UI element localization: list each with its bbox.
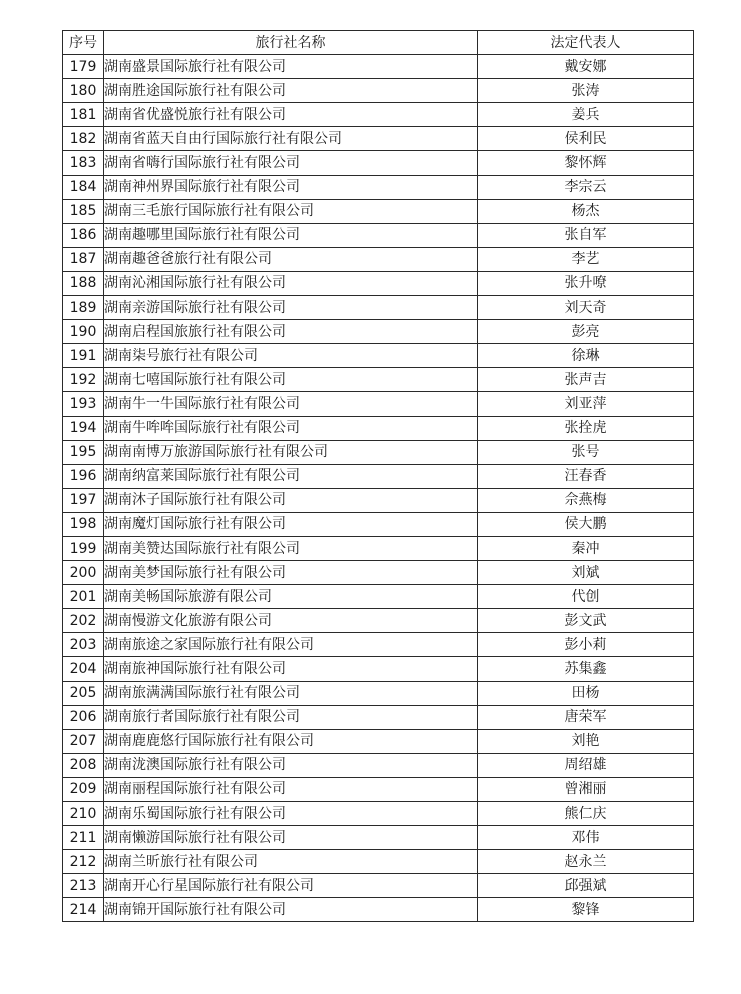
table-row	[63, 705, 694, 729]
table-body	[63, 55, 694, 922]
row-serial-number: 185	[63, 199, 104, 223]
row-legal-representative: 刘亚萍	[478, 392, 694, 416]
table-row	[63, 320, 694, 344]
row-legal-representative: 佘燕梅	[478, 488, 694, 512]
table-row	[63, 79, 694, 103]
table-row	[63, 802, 694, 826]
row-legal-representative: 秦冲	[478, 536, 694, 560]
row-serial-number: 182	[63, 127, 104, 151]
row-serial-number: 198	[63, 512, 104, 536]
row-agency-name: 湖南牛哞哞国际旅行社有限公司	[104, 416, 478, 440]
row-serial-number: 205	[63, 681, 104, 705]
row-agency-name: 湖南开心行星国际旅行社有限公司	[104, 874, 478, 898]
table-row	[63, 199, 694, 223]
row-serial-number: 200	[63, 561, 104, 585]
table-row	[63, 681, 694, 705]
row-serial-number: 195	[63, 440, 104, 464]
row-legal-representative: 周绍雄	[478, 753, 694, 777]
row-agency-name: 湖南懒游国际旅行社有限公司	[104, 826, 478, 850]
row-serial-number: 189	[63, 296, 104, 320]
row-serial-number: 204	[63, 657, 104, 681]
row-agency-name: 湖南旅途之家国际旅行社有限公司	[104, 633, 478, 657]
row-agency-name: 湖南兰昕旅行社有限公司	[104, 850, 478, 874]
table-row	[63, 512, 694, 536]
table-row	[63, 247, 694, 271]
table-row	[63, 657, 694, 681]
row-legal-representative: 熊仁庆	[478, 802, 694, 826]
row-legal-representative: 曾湘丽	[478, 777, 694, 801]
table-row	[63, 440, 694, 464]
row-agency-name: 湖南亲游国际旅行社有限公司	[104, 296, 478, 320]
row-serial-number: 191	[63, 344, 104, 368]
table-header	[63, 31, 694, 55]
row-agency-name: 湖南纳富莱国际旅行社有限公司	[104, 464, 478, 488]
table-row	[63, 850, 694, 874]
row-serial-number: 181	[63, 103, 104, 127]
table-row	[63, 826, 694, 850]
row-serial-number: 184	[63, 175, 104, 199]
table-row	[63, 729, 694, 753]
table-row	[63, 464, 694, 488]
row-agency-name: 湖南沁湘国际旅行社有限公司	[104, 271, 478, 295]
row-serial-number: 212	[63, 850, 104, 874]
row-legal-representative: 张升嘹	[478, 271, 694, 295]
row-legal-representative: 刘斌	[478, 561, 694, 585]
table-row	[63, 488, 694, 512]
row-agency-name: 湖南趣哪里国际旅行社有限公司	[104, 223, 478, 247]
row-agency-name: 湖南省蓝天自由行国际旅行社有限公司	[104, 127, 478, 151]
row-serial-number: 203	[63, 633, 104, 657]
row-serial-number: 202	[63, 609, 104, 633]
table-row	[63, 416, 694, 440]
row-serial-number: 186	[63, 223, 104, 247]
row-serial-number: 197	[63, 488, 104, 512]
row-serial-number: 210	[63, 802, 104, 826]
table-row	[63, 633, 694, 657]
table-row	[63, 368, 694, 392]
row-legal-representative: 黎怀辉	[478, 151, 694, 175]
row-legal-representative: 汪春香	[478, 464, 694, 488]
travel-agency-table	[62, 30, 694, 922]
row-serial-number: 193	[63, 392, 104, 416]
row-agency-name: 湖南乐蜀国际旅行社有限公司	[104, 802, 478, 826]
table-row	[63, 874, 694, 898]
row-serial-number: 207	[63, 729, 104, 753]
row-legal-representative: 邓伟	[478, 826, 694, 850]
table-row	[63, 898, 694, 922]
row-serial-number: 201	[63, 585, 104, 609]
row-agency-name: 湖南南博万旅游国际旅行社有限公司	[104, 440, 478, 464]
row-agency-name: 湖南旅神国际旅行社有限公司	[104, 657, 478, 681]
row-agency-name: 湖南三毛旅行国际旅行社有限公司	[104, 199, 478, 223]
row-legal-representative: 张拴虎	[478, 416, 694, 440]
row-agency-name: 湖南省优盛悦旅行社有限公司	[104, 103, 478, 127]
row-serial-number: 179	[63, 55, 104, 79]
row-legal-representative: 彭文武	[478, 609, 694, 633]
row-agency-name: 湖南趣爸爸旅行社有限公司	[104, 247, 478, 271]
row-serial-number: 194	[63, 416, 104, 440]
table-row	[63, 777, 694, 801]
row-agency-name: 湖南美梦国际旅行社有限公司	[104, 561, 478, 585]
table-row	[63, 296, 694, 320]
row-serial-number: 187	[63, 247, 104, 271]
table-row	[63, 609, 694, 633]
row-legal-representative: 张声吉	[478, 368, 694, 392]
table-row	[63, 271, 694, 295]
row-serial-number: 208	[63, 753, 104, 777]
row-agency-name: 湖南鹿鹿悠行国际旅行社有限公司	[104, 729, 478, 753]
row-legal-representative: 田杨	[478, 681, 694, 705]
row-agency-name: 湖南启程国旅旅行社有限公司	[104, 320, 478, 344]
table-row	[63, 103, 694, 127]
table-row	[63, 55, 694, 79]
header-serial-number: 序号	[63, 31, 104, 55]
row-agency-name: 湖南七嘻国际旅行社有限公司	[104, 368, 478, 392]
row-legal-representative: 苏集鑫	[478, 657, 694, 681]
row-legal-representative: 侯大鹏	[478, 512, 694, 536]
row-legal-representative: 刘艳	[478, 729, 694, 753]
row-agency-name: 湖南美赞达国际旅行社有限公司	[104, 536, 478, 560]
header-row	[63, 31, 694, 55]
row-agency-name: 湖南省嗨行国际旅行社有限公司	[104, 151, 478, 175]
row-serial-number: 190	[63, 320, 104, 344]
table-row	[63, 561, 694, 585]
row-agency-name: 湖南沐子国际旅行社有限公司	[104, 488, 478, 512]
row-agency-name: 湖南魔灯国际旅行社有限公司	[104, 512, 478, 536]
row-legal-representative: 邱强斌	[478, 874, 694, 898]
row-serial-number: 206	[63, 705, 104, 729]
row-agency-name: 湖南旅行者国际旅行社有限公司	[104, 705, 478, 729]
row-legal-representative: 唐荣军	[478, 705, 694, 729]
row-legal-representative: 李艺	[478, 247, 694, 271]
table-row	[63, 344, 694, 368]
table-row	[63, 585, 694, 609]
row-serial-number: 213	[63, 874, 104, 898]
table-row	[63, 536, 694, 560]
row-agency-name: 湖南盛景国际旅行社有限公司	[104, 55, 478, 79]
row-agency-name: 湖南柒号旅行社有限公司	[104, 344, 478, 368]
row-serial-number: 192	[63, 368, 104, 392]
row-serial-number: 209	[63, 777, 104, 801]
table-row	[63, 392, 694, 416]
row-agency-name: 湖南美畅国际旅游有限公司	[104, 585, 478, 609]
header-agency-name: 旅行社名称	[104, 31, 478, 55]
row-serial-number: 180	[63, 79, 104, 103]
row-legal-representative: 戴安娜	[478, 55, 694, 79]
row-legal-representative: 张涛	[478, 79, 694, 103]
row-agency-name: 湖南慢游文化旅游有限公司	[104, 609, 478, 633]
row-serial-number: 211	[63, 826, 104, 850]
row-legal-representative: 李宗云	[478, 175, 694, 199]
row-legal-representative: 赵永兰	[478, 850, 694, 874]
table-row	[63, 175, 694, 199]
row-serial-number: 214	[63, 898, 104, 922]
row-agency-name: 湖南神州界国际旅行社有限公司	[104, 175, 478, 199]
table-row	[63, 223, 694, 247]
header-legal-representative: 法定代表人	[478, 31, 694, 55]
row-agency-name: 湖南旅满满国际旅行社有限公司	[104, 681, 478, 705]
row-agency-name: 湖南丽程国际旅行社有限公司	[104, 777, 478, 801]
row-serial-number: 199	[63, 536, 104, 560]
table-row	[63, 151, 694, 175]
row-legal-representative: 彭小莉	[478, 633, 694, 657]
row-legal-representative: 刘天奇	[478, 296, 694, 320]
row-agency-name: 湖南锦开国际旅行社有限公司	[104, 898, 478, 922]
row-legal-representative: 彭亮	[478, 320, 694, 344]
row-legal-representative: 侯利民	[478, 127, 694, 151]
row-serial-number: 183	[63, 151, 104, 175]
row-agency-name: 湖南泷澳国际旅行社有限公司	[104, 753, 478, 777]
row-legal-representative: 代创	[478, 585, 694, 609]
row-legal-representative: 张自军	[478, 223, 694, 247]
row-legal-representative: 杨杰	[478, 199, 694, 223]
row-agency-name: 湖南牛一牛国际旅行社有限公司	[104, 392, 478, 416]
table-row	[63, 753, 694, 777]
row-legal-representative: 姜兵	[478, 103, 694, 127]
table-row	[63, 127, 694, 151]
row-legal-representative: 张号	[478, 440, 694, 464]
row-agency-name: 湖南胜途国际旅行社有限公司	[104, 79, 478, 103]
row-serial-number: 188	[63, 271, 104, 295]
row-legal-representative: 黎锋	[478, 898, 694, 922]
row-serial-number: 196	[63, 464, 104, 488]
row-legal-representative: 徐琳	[478, 344, 694, 368]
